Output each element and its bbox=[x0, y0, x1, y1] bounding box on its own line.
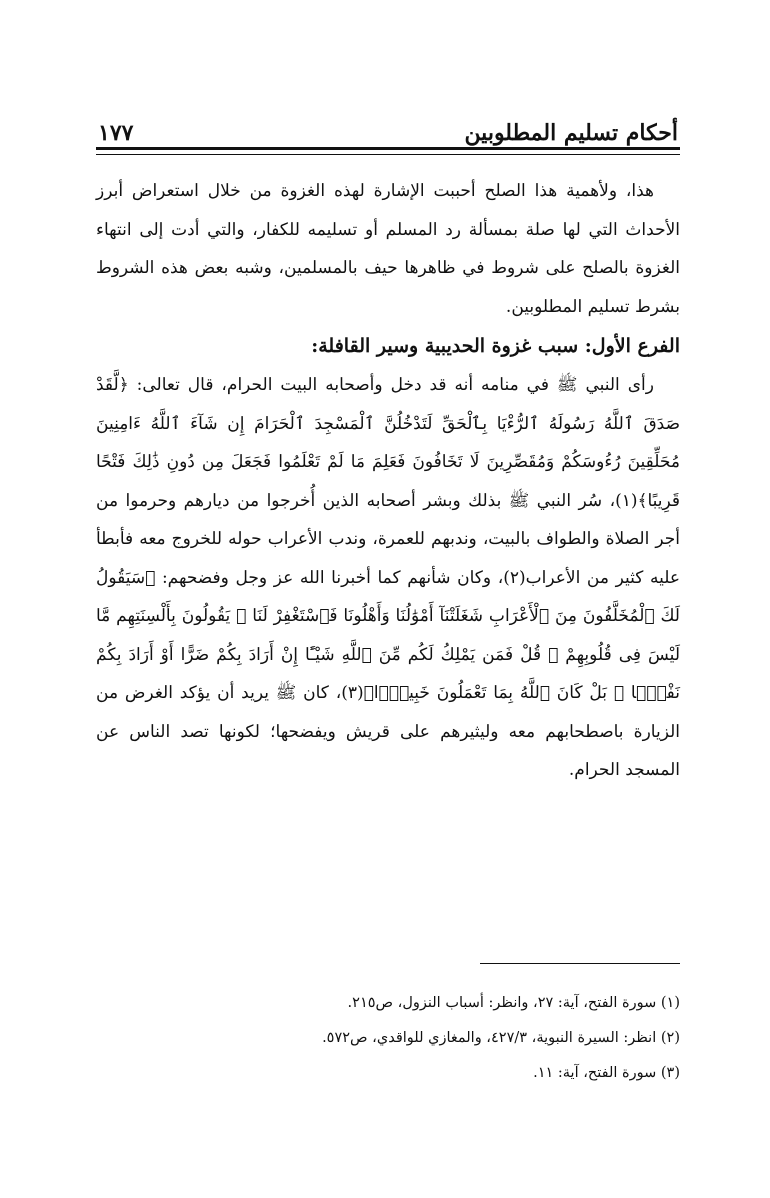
page-header bbox=[98, 112, 678, 146]
intro-paragraph: هذا، ولأهمية هذا الصلح أحببت الإشارة لهذه الغزوة من خلال استعراض أبرز الأحداث التي لها صلة بمسألة رد المسلم أو تسليمه للكفار، والتي أدت إلى انتهاء الغزوة بالصلح على شروط في ظاهرها حيف بالمسلمين، وشبه بعض هذه الشروط بشرط تسليم المطلوبين. bbox=[96, 181, 680, 317]
header-rule-thin bbox=[96, 154, 680, 155]
body-paragraph: رأى النبي ﷺ في منامه أنه قد دخل وأصحابه البيت الحرام، قال تعالى: ﴿لَّقَدْ صَدَقَ ٱللَّهُ رَسُولَهُ ٱلرُّءْيَا بِٱلْحَقِّ لَتَدْخُلُنَّ ٱلْمَسْجِدَ ٱلْحَرَامَ إِن شَآءَ ٱللَّهُ ءَامِنِينَ مُحَلِّقِينَ رُءُوسَكُمْ وَمُقَصِّرِينَ لَا تَخَافُونَ فَعَلِمَ مَا لَمْ تَعْلَمُوا فَجَعَلَ مِن دُونِ ذَٰلِكَ فَتْحًا قَرِيبًا﴾(١)، سُر النبي ﷺ بذلك وبشر أصحابه الذين أُخرجوا من ديارهم وحرموا من أجر الصلاة والطواف بالبيت، وندبهم للعمرة، وندب الأعراب حوله للخروج معه فأبطأ عليه كثير من الأعراب(٢)، وكان شأنهم كما أخبرنا الله عز وجل وفضحهم: ﴿سَيَقُولُ لَكَ ٱلْمُخَلَّفُونَ مِنَ ٱلْأَعْرَابِ شَغَلَتْنَآ أَمْوَٰلُنَا وَأَهْلُونَا فَٱسْتَغْفِرْ لَنَا ۚ يَقُولُونَ بِأَلْسِنَتِهِم مَّا لَيْسَ فِى قُلُوبِهِمْ ۚ قُلْ فَمَن يَمْلِكُ لَكُم مِّنَ ٱللَّهِ شَيْـًٔا إِنْ أَرَادَ بِكُمْ ضَرًّا أَوْ أَرَادَ بِكُمْ نَفْعًۢا ۚ بَلْ كَانَ ٱللَّهُ بِمَا تَعْمَلُونَ خَبِيرًۢا﴾(٣)، كان ﷺ يريد أن يؤكد الغرض من الزيارة باصطحابهم معه وليثيرهم على قريش ويفضحها؛ لكونها تصد الناس عن المسجد الحرام. bbox=[96, 375, 680, 780]
running-title: أحكام تسليم المطلوبين bbox=[464, 120, 678, 146]
main-text bbox=[96, 172, 680, 790]
footnote-3: (٣) سورة الفتح، آية: ١١. bbox=[533, 1065, 680, 1081]
footnote-separator bbox=[480, 963, 680, 964]
section-heading: الفرع الأول: سبب غزوة الحديبية وسير القافلة: bbox=[311, 335, 680, 357]
header-rule-thick bbox=[96, 147, 680, 150]
footnote-1: (١) سورة الفتح، آية: ٢٧، وانظر: أسباب النزول، ص٢١٥. bbox=[347, 995, 680, 1011]
footnotes bbox=[96, 986, 680, 1091]
page-number: ١٧٧ bbox=[98, 120, 134, 146]
footnote-2: (٢) انظر: السيرة النبوية، ٤٢٧/٣، والمغازي للواقدي، ص٥٧٢. bbox=[322, 1030, 680, 1046]
